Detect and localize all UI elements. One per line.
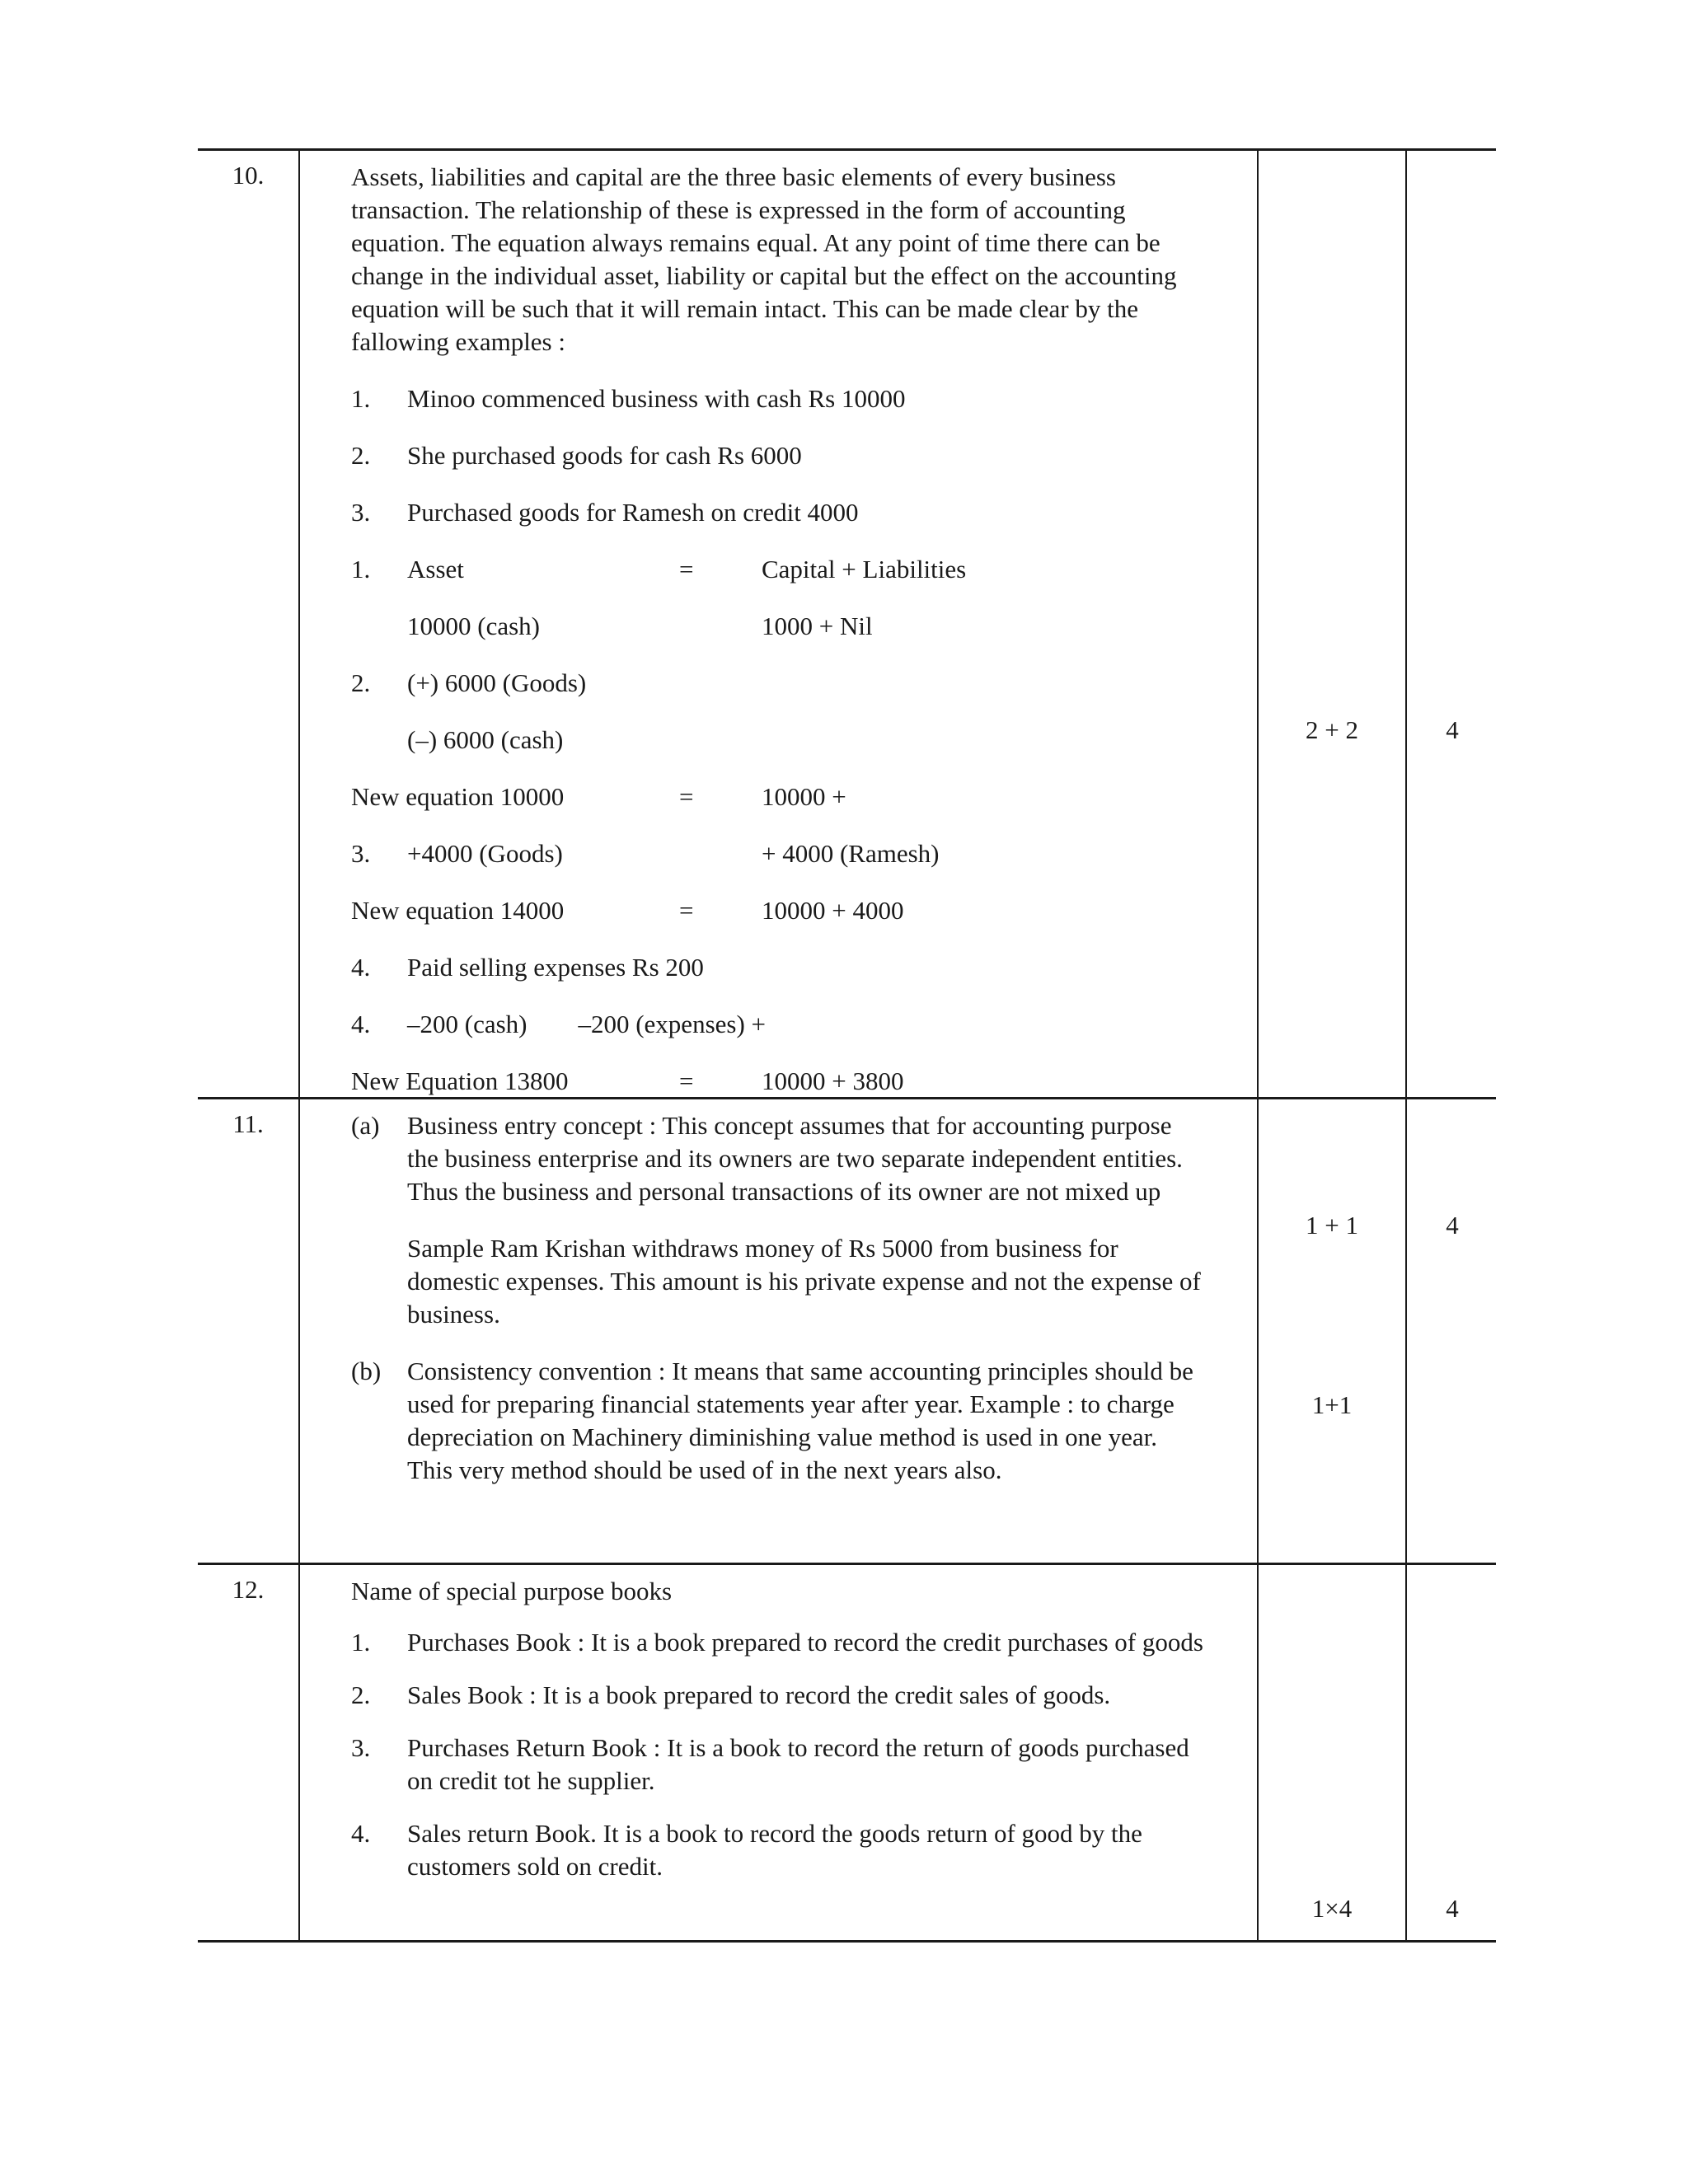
equation-line: 4. –200 (cash) –200 (expenses) + <box>351 1010 767 1038</box>
marks-total: 4 <box>1446 1894 1459 1923</box>
equation-line: New equation 10000 = 10000 + <box>351 782 846 811</box>
answer-table <box>198 148 1496 1943</box>
list-item: (b) Consistency convention : It means that same accounting principles should be used for preparing financial statements year after year. Example : to charge depreciation on Machinery diminishing value method is used in one year. This very method should be used of in the next years also. <box>351 1357 1193 1484</box>
list-item: Sample Ram Krishan withdraws money of Rs 5000 from business for domestic expenses. This amount is his private expense and not the expense of business. <box>407 1234 1201 1329</box>
marks-split: 1×4 <box>1311 1894 1353 1923</box>
marks-total: 4 <box>1446 1211 1459 1240</box>
equation-line: 2. (+) 6000 (Goods) <box>351 668 587 697</box>
answer-body <box>300 1099 1259 1563</box>
answer-heading: Name of special purpose books <box>351 1577 673 1605</box>
list-item: (a) Business entry concept : This concept assumes that for accounting purpose the business enterprise and its owners are two separate independent entities. Thus the business and personal transactions of its owner are not mixed up <box>351 1111 1183 1206</box>
equation-line: New equation 14000 = 10000 + 4000 <box>351 896 904 925</box>
marks-total: 4 <box>1446 715 1459 744</box>
question-number: 12. <box>198 1565 300 1940</box>
equation-line: 1. Asset = Capital + Liabilities <box>351 555 967 583</box>
list-item: 1. Minoo commenced business with cash Rs 10000 <box>351 384 906 413</box>
question-row-10 <box>198 148 1496 1097</box>
marks-column <box>1259 151 1407 1097</box>
list-item: 3. Purchased goods for Ramesh on credit 4000 <box>351 498 859 527</box>
equation-line: 10000 (cash) 1000 + Nil <box>407 612 873 640</box>
list-item: 1. Purchases Book : It is a book prepared to record the credit purchases of goods <box>351 1628 1203 1657</box>
question-number: 11. <box>198 1099 300 1563</box>
list-item: 2. She purchased goods for cash Rs 6000 <box>351 441 802 470</box>
answer-body <box>300 1565 1259 1940</box>
marks-split: 1 + 1 <box>1306 1211 1358 1240</box>
question-number: 10. <box>198 151 300 1097</box>
answer-body <box>300 151 1259 1097</box>
list-item: 4. Paid selling expenses Rs 200 <box>351 953 704 982</box>
total-column <box>1407 1099 1498 1563</box>
equation-line: 3. +4000 (Goods) + 4000 (Ramesh) <box>351 839 940 868</box>
question-row-11 <box>198 1097 1496 1563</box>
marks-column <box>1259 1565 1407 1940</box>
list-item: 4. Sales return Book. It is a book to record the goods return of good by the customers sold on credit. <box>351 1819 1142 1881</box>
marks-column <box>1259 1099 1407 1563</box>
marks-split: 1+1 <box>1311 1390 1353 1419</box>
answer-paragraph: Assets, liabilities and capital are the three basic elements of every business transaction. The relationship of these is expressed in the form of accounting equation. The equation always remains equal. At any point of time there can be change in the individual asset, liability or capital but the effect on the accounting equation will be such that it will remain intact. This can be made clear by the fallowing examples : <box>351 162 1177 356</box>
equation-line: (–) 6000 (cash) <box>407 725 564 754</box>
total-column <box>1407 151 1498 1097</box>
equation-line: New Equation 13800 = 10000 + 3800 <box>351 1066 904 1095</box>
question-row-12 <box>198 1563 1496 1943</box>
total-column <box>1407 1565 1498 1940</box>
marks-split: 2 + 2 <box>1306 715 1358 744</box>
list-item: 3. Purchases Return Book : It is a book to record the return of goods purchased on credit tot he supplier. <box>351 1733 1189 1795</box>
list-item: 2. Sales Book : It is a book prepared to record the credit sales of goods. <box>351 1680 1111 1709</box>
